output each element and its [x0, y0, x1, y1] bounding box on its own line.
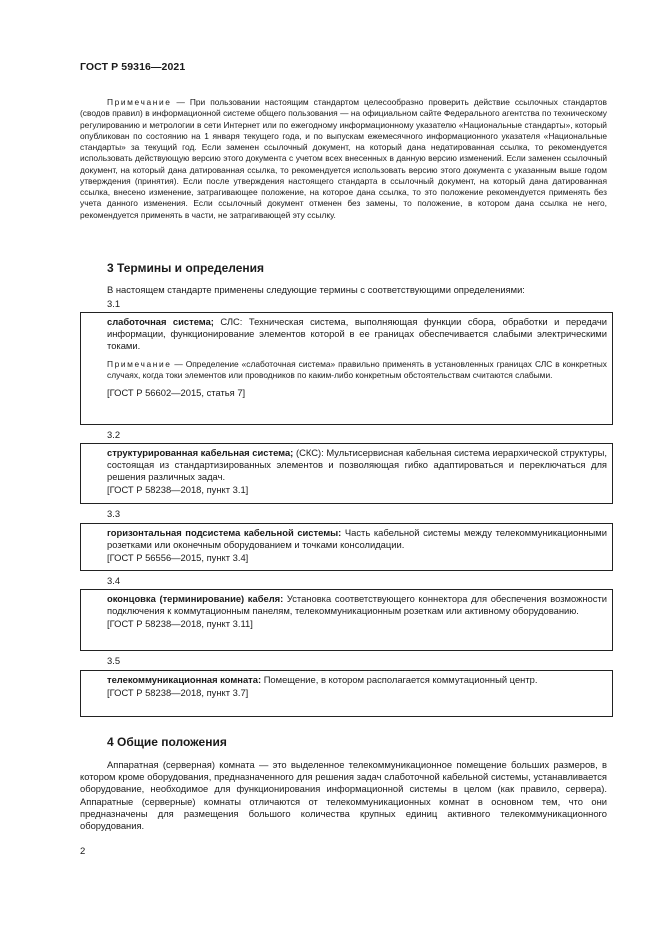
term-source: [ГОСТ Р 56602—2015, статья 7]: [107, 387, 246, 399]
term-name: оконцовка (терминирование) кабеля:: [107, 593, 284, 604]
page-number: 2: [80, 846, 86, 857]
term-definition: СЛС: Техническая система, выполняющая функции сбора, обработки и передачи информации, функционирование элементов которой в ее границах обеспечивается слабыми электрическими токами.: [107, 316, 607, 352]
note-label: Примечание: [107, 97, 172, 107]
reference-note: [80, 97, 607, 221]
term-number: 3.1: [107, 298, 121, 309]
term-name: слаботочная система;: [107, 316, 214, 327]
term-definition: Часть кабельной системы между телекоммуникационными розетками или оконечным оборудованием и точками консолидации.: [107, 527, 607, 551]
section-4-heading: 4 Общие положения: [107, 735, 227, 749]
term-number: 3.3: [107, 508, 121, 519]
term-source: [ГОСТ Р 58238—2018, пункт 3.7]: [107, 687, 249, 699]
term-number: 3.5: [107, 655, 121, 666]
term-box: [80, 443, 613, 504]
term-source: [ГОСТ Р 58238—2018, пункт 3.1]: [107, 484, 249, 496]
term-box: [80, 523, 613, 571]
term-box: [80, 589, 613, 651]
term-number: 3.2: [107, 429, 121, 440]
term-definition: (СКС): Мультисервисная кабельная система иерархической структуры, состоящая из стандартизированных элементов и позволяющая гибко адаптироваться и переключаться для решения различных задач.: [107, 447, 607, 483]
term-number: 3.4: [107, 575, 121, 586]
section-4-text: Аппаратная (серверная) комната — это выделенное телекоммуникационное помещение больших размеров, в котором кроме оборудования, предназначенного для решения задач слаботочной кабельной системы, устанавливается оборудование, необходимое для функционирования информационной системы в целом (как правило, сервера). Аппаратные (серверные) комнаты отличаются от телекоммуникационных комнат в основном тем, что они предназначены для размещения большого количества крупных единиц активного телекоммуникационного оборудования.: [80, 759, 607, 832]
note-text: — При пользовании настоящим стандартом целесообразно проверить действие ссылочных стандартов (сводов правил) в информационной системе общего пользования — на официальном сайте Федерального агентства по техническому регулированию и метрологии в сети Интернет или по ежегодному информационному указателю «Национальные стандарты», который опубликован по состоянию на 1 января текущего года, и по выпускам ежемесячного информационного указателя «Национальные стандарты» за текущий год. Если заменен ссылочный документ, на который дана недатированная ссылка, то рекомендуется использовать действующую версию этого документа с учетом всех внесенных в данную версию изменений. Если заменен ссылочный документ, на который дана датированная ссылка, то рекомендуется использовать версию этого документа с указанным выше годом утверждения (принятия). Если после утверждения настоящего стандарта в ссылочный документ, на который дана датированная ссылка, внесено изменение, затрагивающее положение, на которое дана ссылка, то это положение рекомендуется применять без учета данного изменения. Если ссылочный документ отменен без замены, то положение, в котором дана ссылка не него, рекомендуется применять в части, не затрагивающей эту ссылку.: [80, 97, 607, 220]
term-note-text: — Определение «слаботочная система» правильно применять в установленных границах СЛС в конкретных случаях, когда токи элементов или проводников по каким-либо конкретным обстоятельствам считаются слабыми.: [107, 359, 607, 381]
term-name: горизонтальная подсистема кабельной системы:: [107, 527, 342, 538]
term-box: [80, 312, 613, 425]
term-definition: Установка соответствующего коннектора для обеспечения возможности подключения к коммутационным панелям, телекоммуникационным розеткам или активному оборудованию.: [107, 593, 607, 617]
term-note: [81, 359, 607, 381]
document-code: ГОСТ Р 59316—2021: [80, 61, 186, 73]
term-name: телекоммуникационная комната:: [107, 674, 262, 685]
term-source: [ГОСТ Р 56556—2015, пункт 3.4]: [107, 552, 249, 564]
term-box: [80, 670, 613, 717]
term-definition: Помещение, в котором располагается коммутационный центр.: [261, 674, 538, 685]
term-source: [ГОСТ Р 58238—2018, пункт 3.11]: [107, 618, 253, 630]
section-3-intro: В настоящем стандарте применены следующие термины с соответствующими определениями:: [107, 284, 525, 295]
term-note-label: Примечание: [107, 359, 172, 370]
term-name: структурированная кабельная система;: [107, 447, 294, 458]
section-3-heading: 3 Термины и определения: [107, 261, 265, 275]
